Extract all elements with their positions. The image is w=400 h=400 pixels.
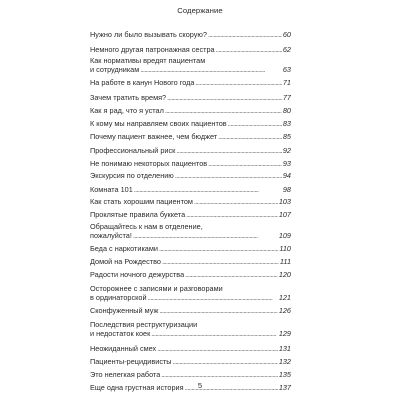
dot-leader xyxy=(133,231,278,240)
toc-entry-title: Как нормативы вредят пациентам xyxy=(90,56,206,65)
toc-entry xyxy=(90,320,291,338)
toc-entry xyxy=(90,370,291,379)
toc-entry xyxy=(90,78,291,87)
toc-entry-title: Последствия реструктуризации xyxy=(90,320,198,329)
toc-entry xyxy=(90,197,291,206)
toc-entry-page: 83 xyxy=(282,119,291,128)
toc-entry xyxy=(90,284,291,302)
toc-entry-page: 71 xyxy=(282,78,291,87)
toc-entry-title: Беда с наркотиками xyxy=(90,244,158,253)
toc-entry-page: 77 xyxy=(282,93,291,102)
toc-entry-title: пожалуйста! xyxy=(90,231,132,240)
toc-entry xyxy=(90,159,291,168)
toc-entry-title: Неожиданный смех xyxy=(90,344,157,353)
dot-leader xyxy=(216,45,282,54)
toc-entry-title: Проклятые правила буккета xyxy=(90,210,186,219)
dot-leader xyxy=(186,210,278,219)
toc-entry-page: 129 xyxy=(278,329,291,338)
toc-entry xyxy=(90,45,291,54)
dot-leader xyxy=(148,293,278,302)
toc-entry-title: Это нелегкая работа xyxy=(90,370,161,379)
toc-entry-title: и сотрудникам xyxy=(90,65,140,74)
toc-entry-title: Осторожнее с записями и разговорами xyxy=(90,284,223,293)
toc-entry-page: 85 xyxy=(282,132,291,141)
toc-entry xyxy=(90,344,291,353)
toc-entry-title: На работе в канун Нового года xyxy=(90,78,195,87)
toc-entry xyxy=(90,306,291,315)
toc-entry-page: 111 xyxy=(279,257,291,266)
dot-leader xyxy=(151,329,278,338)
toc-entry-page: 132 xyxy=(278,357,291,366)
toc-entry xyxy=(90,30,291,39)
dot-leader xyxy=(165,106,282,115)
dot-leader xyxy=(194,197,278,206)
toc-entry-page: 80 xyxy=(282,106,291,115)
toc-entry-title: Как я рад, что я устал xyxy=(90,106,164,115)
toc-entry-page: 94 xyxy=(282,171,291,180)
toc-entry-page: 120 xyxy=(278,270,291,279)
dot-leader xyxy=(159,306,277,315)
toc-entry-title: Радости ночного дежурства xyxy=(90,270,185,279)
toc-entry-page: 135 xyxy=(278,370,291,379)
toc-entry xyxy=(90,146,291,155)
page-number: 5 xyxy=(197,381,203,390)
toc-entry-title: и недостаток коек xyxy=(90,329,151,338)
toc-entry-page: 126 xyxy=(278,306,291,315)
dot-leader xyxy=(173,357,278,366)
toc-entry-title: Нужно ли было вызывать скорую? xyxy=(90,30,207,39)
dot-leader xyxy=(162,257,279,266)
toc-entry-title: Немного другая патронажная сестра xyxy=(90,45,215,54)
toc-entry-page: 92 xyxy=(282,146,291,155)
toc-entry-title: Еще одна грустная история xyxy=(90,383,184,392)
toc-entry-title: Обращайтесь к нам в отделение, xyxy=(90,222,203,231)
dot-leader xyxy=(167,93,282,102)
dot-leader xyxy=(208,30,282,39)
toc-entry xyxy=(90,93,291,102)
dot-leader xyxy=(176,146,282,155)
dot-leader xyxy=(157,344,278,353)
dot-leader xyxy=(134,185,282,194)
toc-entry-title: Профессиональный риск xyxy=(90,146,176,155)
toc-entry-page: 98 xyxy=(282,185,291,194)
toc-entry xyxy=(90,185,291,194)
toc-entry-page: 137 xyxy=(278,383,291,392)
toc-entry-page: 109 xyxy=(278,231,291,240)
toc-entry-page: 63 xyxy=(282,65,291,74)
toc-entry-title: Сконфуженный муж xyxy=(90,306,159,315)
dot-leader xyxy=(228,119,282,128)
dot-leader xyxy=(161,370,277,379)
toc-entry xyxy=(90,56,291,74)
toc-entry-title: в ординаторской xyxy=(90,293,147,302)
dot-leader xyxy=(159,244,278,253)
toc-entry-title: Как стать хорошим пациентом xyxy=(90,197,193,206)
dot-leader xyxy=(208,159,282,168)
toc-entry xyxy=(90,270,291,279)
toc-entry-title: Комната 101 xyxy=(90,185,133,194)
toc-entry xyxy=(90,171,291,180)
toc-entry-page: 60 xyxy=(282,30,291,39)
toc-entry-page: 103 xyxy=(278,197,291,206)
toc-entry-title: Зачем тратить время? xyxy=(90,93,167,102)
toc-entry xyxy=(90,257,291,266)
toc-entry xyxy=(90,119,291,128)
toc-entry-page: 131 xyxy=(278,344,291,353)
dot-leader xyxy=(195,78,281,87)
dot-leader xyxy=(140,65,282,74)
toc-entry-page: 62 xyxy=(282,45,291,54)
toc-entry-title: Почему пациент важнее, чем бюджет xyxy=(90,132,218,141)
toc-entry-title: К кому мы направляем своих пациентов xyxy=(90,119,227,128)
toc-entry-title: Пациенты-рецидивисты xyxy=(90,357,172,366)
dot-leader xyxy=(185,270,278,279)
toc-entry xyxy=(90,222,291,240)
toc-entry xyxy=(90,357,291,366)
toc-entry xyxy=(90,210,291,219)
toc-entry-title: Экскурсия по отделению xyxy=(90,171,174,180)
page-title: Содержание xyxy=(177,6,223,15)
toc-entry-title: Не понимаю некоторых пациентов xyxy=(90,159,208,168)
toc-entry-page: 107 xyxy=(278,210,291,219)
toc-entry-page: 93 xyxy=(282,159,291,168)
toc-entry xyxy=(90,244,291,253)
toc-entry xyxy=(90,132,291,141)
toc-entry-title: Домой на Рождество xyxy=(90,257,161,266)
toc-entry xyxy=(90,106,291,115)
dot-leader xyxy=(218,132,282,141)
toc-entry-page: 121 xyxy=(278,293,291,302)
dot-leader xyxy=(175,171,282,180)
toc-entry-page: 110 xyxy=(279,244,291,253)
